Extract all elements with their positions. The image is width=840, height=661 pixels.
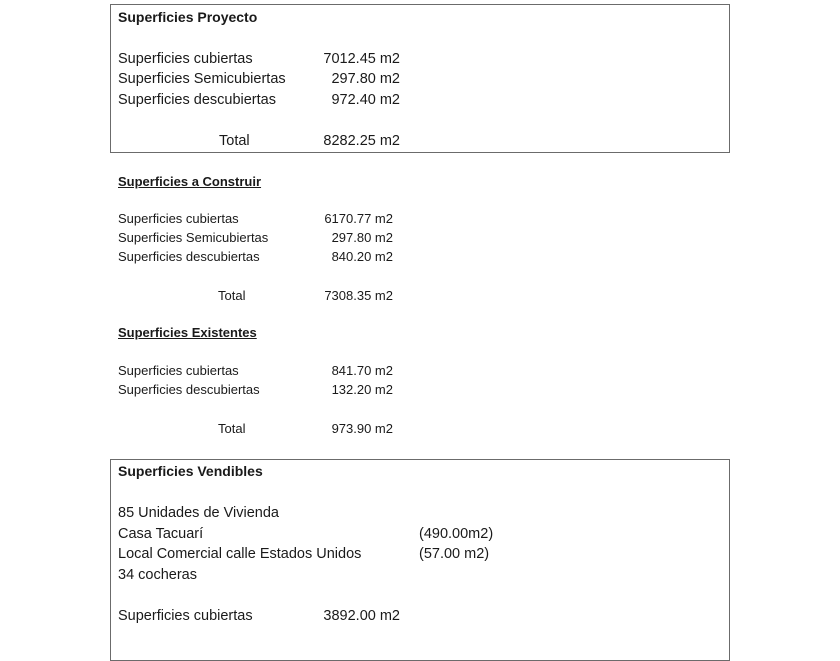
existentes-row-label: Superficies cubiertas (118, 363, 239, 378)
proyecto-total-value: 8282.25 m2 (323, 133, 400, 149)
vendibles-line-label: Casa Tacuarí (118, 526, 204, 542)
proyecto-row-value: 297.80 m2 (331, 71, 400, 87)
vendibles-row-value: 3892.00 m2 (323, 608, 400, 624)
vendibles-line-label: 34 cocheras (118, 567, 197, 583)
vendibles-row-label: Superficies cubiertas (118, 608, 253, 624)
vendibles-line-value: (57.00 m2) (419, 546, 490, 562)
existentes-total-value: 973.90 m2 (331, 421, 393, 436)
construir-total-value: 7308.35 m2 (324, 288, 393, 303)
existentes-total-label: Total (218, 421, 246, 436)
proyecto-total-label: Total (219, 133, 250, 149)
proyecto-row-label: Superficies cubiertas (118, 51, 253, 67)
proyecto-row-label: Superficies Semicubiertas (118, 71, 286, 87)
existentes-row-value: 841.70 m2 (331, 363, 393, 378)
construir-row-label: Superficies Semicubiertas (118, 230, 269, 245)
proyecto-row-label: Superficies descubiertas (118, 92, 276, 108)
existentes-row-label: Superficies descubiertas (118, 382, 260, 397)
construir-row-value: 6170.77 m2 (324, 211, 393, 226)
construir-row-value: 297.80 m2 (331, 230, 393, 245)
construir-row-label: Superficies descubiertas (118, 249, 260, 264)
vendibles-line-label: 85 Unidades de Vivienda (118, 505, 279, 521)
construir-total-label: Total (218, 288, 246, 303)
superficies-vendibles-title: Superficies Vendibles (118, 463, 263, 479)
construir-row-value: 840.20 m2 (331, 249, 393, 264)
vendibles-line-label: Local Comercial calle Estados Unidos (118, 546, 362, 562)
proyecto-row-value: 7012.45 m2 (323, 51, 400, 67)
vendibles-line-value: (490.00m2) (419, 526, 494, 542)
superficies-existentes-title: Superficies Existentes (118, 325, 257, 340)
superficies-construir-title: Superficies a Construir (118, 174, 262, 189)
proyecto-row-value: 972.40 m2 (331, 92, 400, 108)
existentes-row-value: 132.20 m2 (331, 382, 393, 397)
construir-row-label: Superficies cubiertas (118, 211, 239, 226)
superficies-proyecto-title: Superficies Proyecto (118, 9, 258, 25)
